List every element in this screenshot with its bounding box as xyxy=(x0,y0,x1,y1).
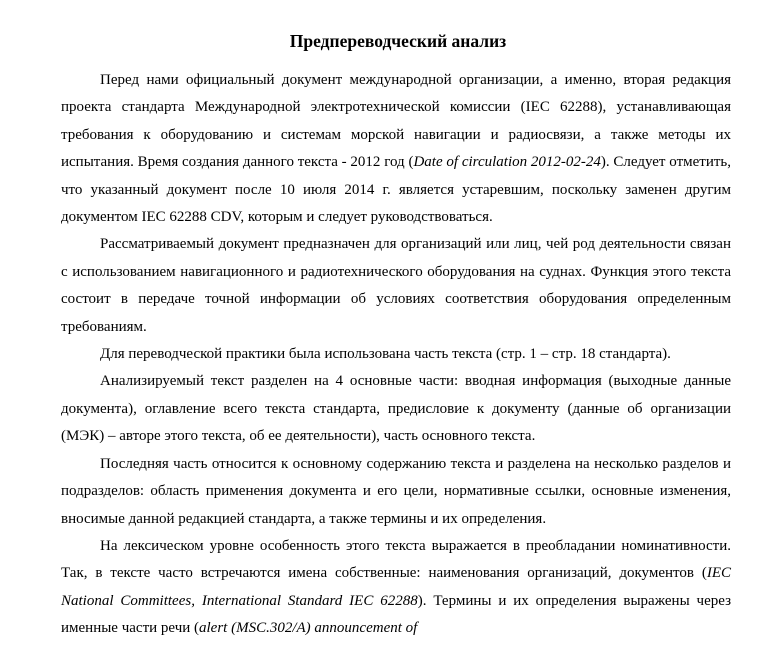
paragraph-2 xyxy=(61,231,731,341)
document-body xyxy=(61,67,731,643)
text-fragment: ). Следует отметить, что указанный документ после 10 июля 2014 г. является устаревшим, поскольку заменен другим документом IEC 62288 CDV, которым и следует руководствоваться. xyxy=(61,154,731,226)
text-fragment: Анализируемый текст разделен на 4 основные части: вводная информация (выходные данные документа), оглавление всего текста стандарта, предисловие к документу (данные об организации (МЭК) – авторе этого текста, об ее деятельности), часть основного текста. xyxy=(61,373,731,445)
text-fragment: Последняя часть относится к основному содержанию текста и разделена на несколько разделов и подразделов: область применения документа и его цели, нормативные ссылки, основные изменения, вносимые данной редакцией стандарта, а также термины и их определения. xyxy=(61,455,731,527)
paragraph-4 xyxy=(61,368,731,450)
paragraph-6 xyxy=(61,533,731,643)
text-fragment: Перед нами официальный документ международной организации, а именно, вторая редакция проекта стандарта Международной электротехнической комиссии (IEC 62288), устанавливающая требования к оборудованию и системам морской навигации и радиосвязи, а также методы их испытания. Время создания данного текста - 2012 год ( xyxy=(61,72,731,171)
text-fragment: На лексическом уровне особенность этого текста выражается в преобладании номинативности. Так, в тексте часто встречаются имена собственные: наименования организаций, документов ( xyxy=(61,537,731,582)
text-fragment: Рассматриваемый документ предназначен для организаций или лиц, чей род деятельности связан с использованием навигационного и радиотехнического оборудования на суднах. Функция этого текста состоит в передаче точной информации об условиях соответствия оборудования определенным требованиям. xyxy=(61,236,731,335)
page-title: Предпереводческий анализ xyxy=(289,31,507,51)
paragraph-1 xyxy=(61,67,731,231)
italic-fragment: alert (MSC.302/A) announcement of xyxy=(199,620,418,637)
text-fragment: Для переводческой практики была использована часть текста (стр. 1 – стр. 18 стандарта). xyxy=(100,346,671,363)
italic-fragment: Date of circulation 2012-02-24 xyxy=(413,154,601,171)
text-fragment: ). Термины и их определения выражены через именные части речи ( xyxy=(61,592,731,637)
italic-fragment: IEC National Committees, International Standard IEC 62288 xyxy=(61,565,731,609)
paragraph-3 xyxy=(61,341,731,368)
paragraph-5 xyxy=(61,451,731,533)
